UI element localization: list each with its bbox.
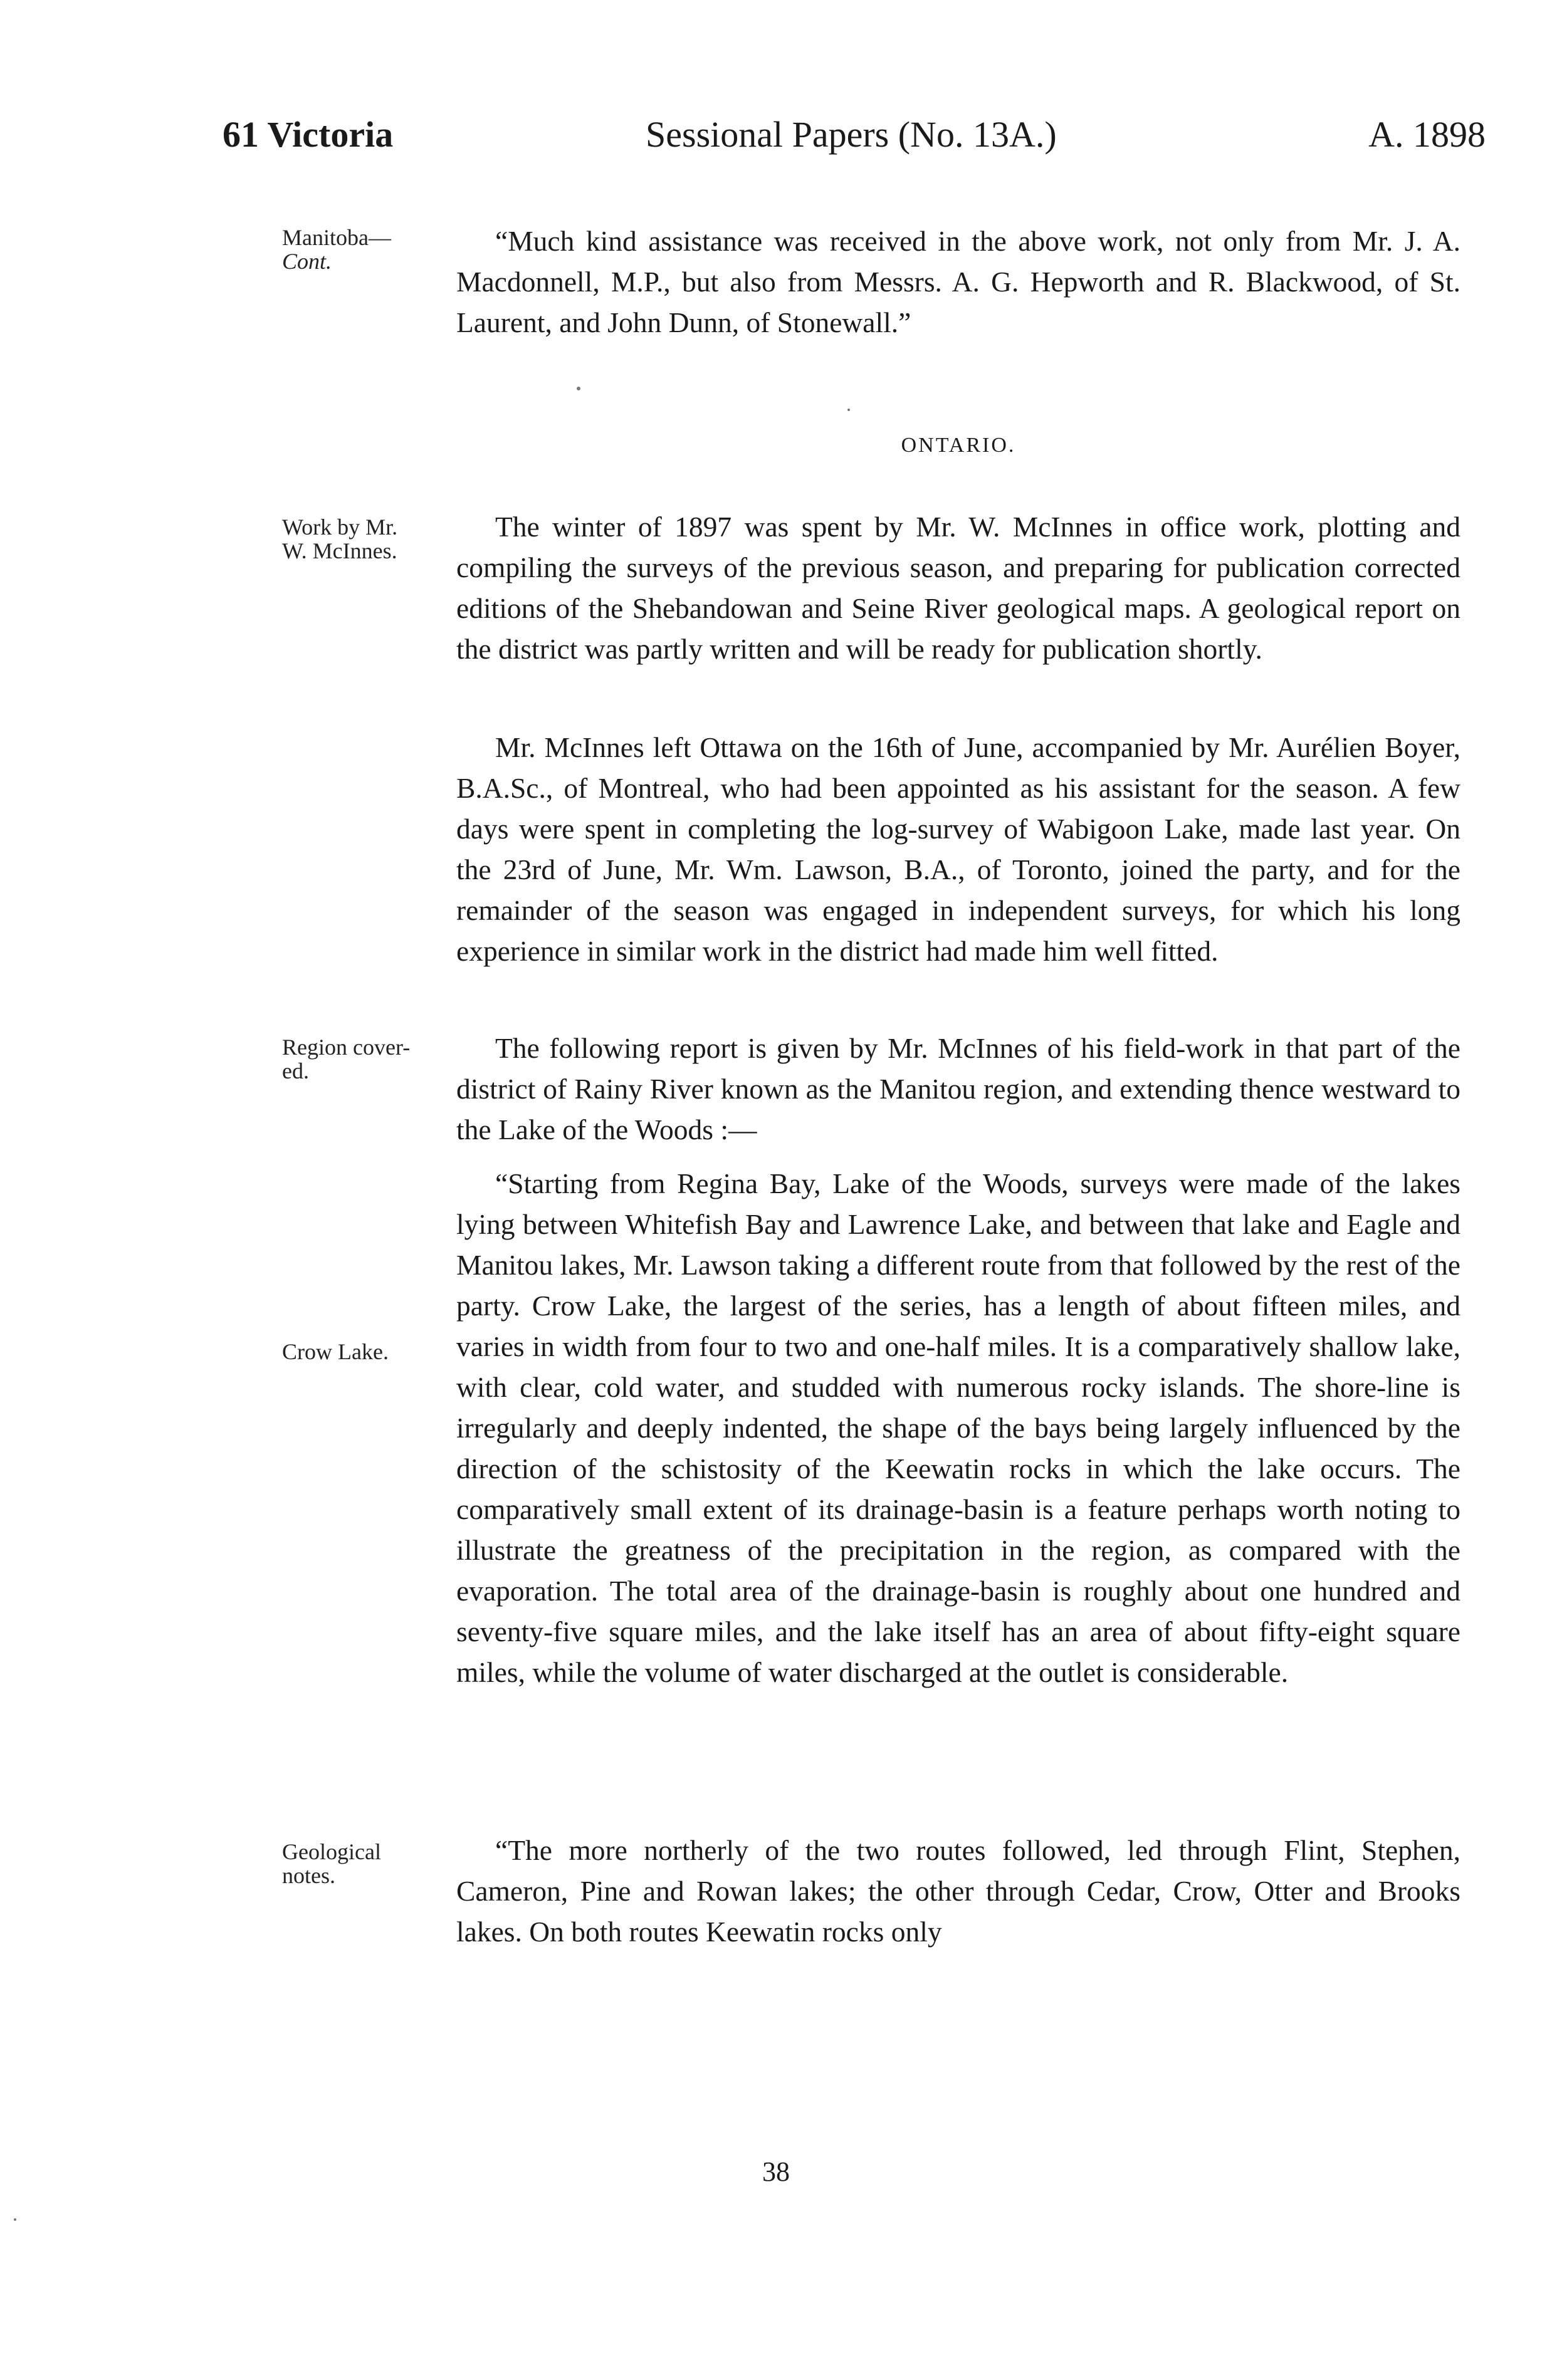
margin-note-work	[282, 515, 445, 563]
paragraph-block-6	[456, 1830, 1460, 1952]
margin-note-line: Manitoba—	[282, 225, 391, 250]
running-header	[223, 107, 1486, 163]
margin-note-line: Geological	[282, 1839, 381, 1864]
margin-note-manitoba	[282, 226, 445, 273]
page-number: 38	[762, 2156, 790, 2187]
paragraph-block-5	[456, 1163, 1460, 1693]
paragraph-block-4	[456, 1028, 1460, 1150]
margin-note-line: notes.	[282, 1863, 335, 1888]
body-paragraph: “The more northerly of the two routes followed, led through Flint, Stephen, Cameron, Pine and Rowan lakes; the other through Cedar, Crow, Otter and Brooks lakes. On both routes Keewatin rocks only	[456, 1834, 1460, 1948]
paragraph-block-3	[456, 727, 1460, 971]
margin-note-crow-lake	[282, 1340, 445, 1364]
section-heading: ONTARIO.	[901, 434, 1016, 457]
scan-speck	[577, 387, 580, 390]
margin-note-geological	[282, 1840, 445, 1887]
margin-note-region	[282, 1035, 445, 1083]
scan-speck	[847, 409, 850, 411]
paragraph-block-2	[456, 506, 1460, 669]
margin-note-line: Work by Mr.	[282, 514, 398, 540]
body-paragraph: Mr. McInnes left Ottawa on the 16th of June, accompanied by Mr. Aurélien Boyer, B.A.Sc., of Montreal, who had been appointed as his assistant for the season. A few days were spent in completing the log-survey of Wabigoon Lake, made last year. On the 23rd of June, Mr. Wm. Lawson, B.A., of Toronto, joined the party, and for the remainder of the season was engaged in independent surveys, for which his long experience in similar work in the district had made him well fitted.	[456, 731, 1460, 967]
margin-note-line: Cont.	[282, 249, 332, 274]
margin-note-line: Region cover-	[282, 1035, 411, 1060]
paragraph-block-1	[456, 221, 1460, 343]
header-year: A. 1898	[1368, 114, 1486, 155]
margin-note-line: W. McInnes.	[282, 538, 397, 563]
body-paragraph: “Much kind assistance was received in the above work, not only from Mr. J. A. Macdonnell, M.P., but also from Messrs. A. G. Hepworth and R. Blackwood, of St. Laurent, and John Dunn, of Stonewall.”	[456, 225, 1460, 338]
header-volume: 61 Victoria	[223, 114, 394, 155]
header-title: Sessional Papers (No. 13A.)	[646, 114, 1057, 155]
body-paragraph: The following report is given by Mr. McInnes of his field-work in that part of the district of Rainy River known as the Manitou region, and extending thence westward to the Lake of the Woods :—	[456, 1032, 1460, 1146]
body-paragraph: The winter of 1897 was spent by Mr. W. McInnes in office work, plotting and compiling the surveys of the previous season, and preparing for publication corrected editions of the Shebandowan and Seine River geological maps. A geological report on the district was partly written and will be ready for publication shortly.	[456, 511, 1460, 665]
body-paragraph: “Starting from Regina Bay, Lake of the Woods, surveys were made of the lakes lying between Whitefish Bay and Lawrence Lake, and between that lake and Eagle and Manitou lakes, Mr. Lawson taking a different route from that followed by the rest of the party. Crow Lake, the largest of the series, has a length of about fifteen miles, and varies in width from four to two and one-half miles. It is a comparatively shallow lake, with clear, cold water, and studded with numerous rocky islands. The shore-line is irregularly and deeply indented, the shape of the bays being largely influenced by the direction of the schistosity of the Keewatin rocks in which the lake occurs. The comparatively small extent of its drainage-basin is a feature perhaps worth noting to illustrate the greatness of the precipitation in the region, as compared with the evaporation. The total area of the drainage-basin is roughly about one hundred and seventy-five square miles, and the lake itself has an area of about fifty-eight square miles, while the volume of water discharged at the outlet is considerable.	[456, 1167, 1460, 1688]
margin-note-line: Crow Lake.	[282, 1339, 389, 1364]
margin-note-line: ed.	[282, 1058, 309, 1083]
scan-speck	[14, 2218, 16, 2221]
